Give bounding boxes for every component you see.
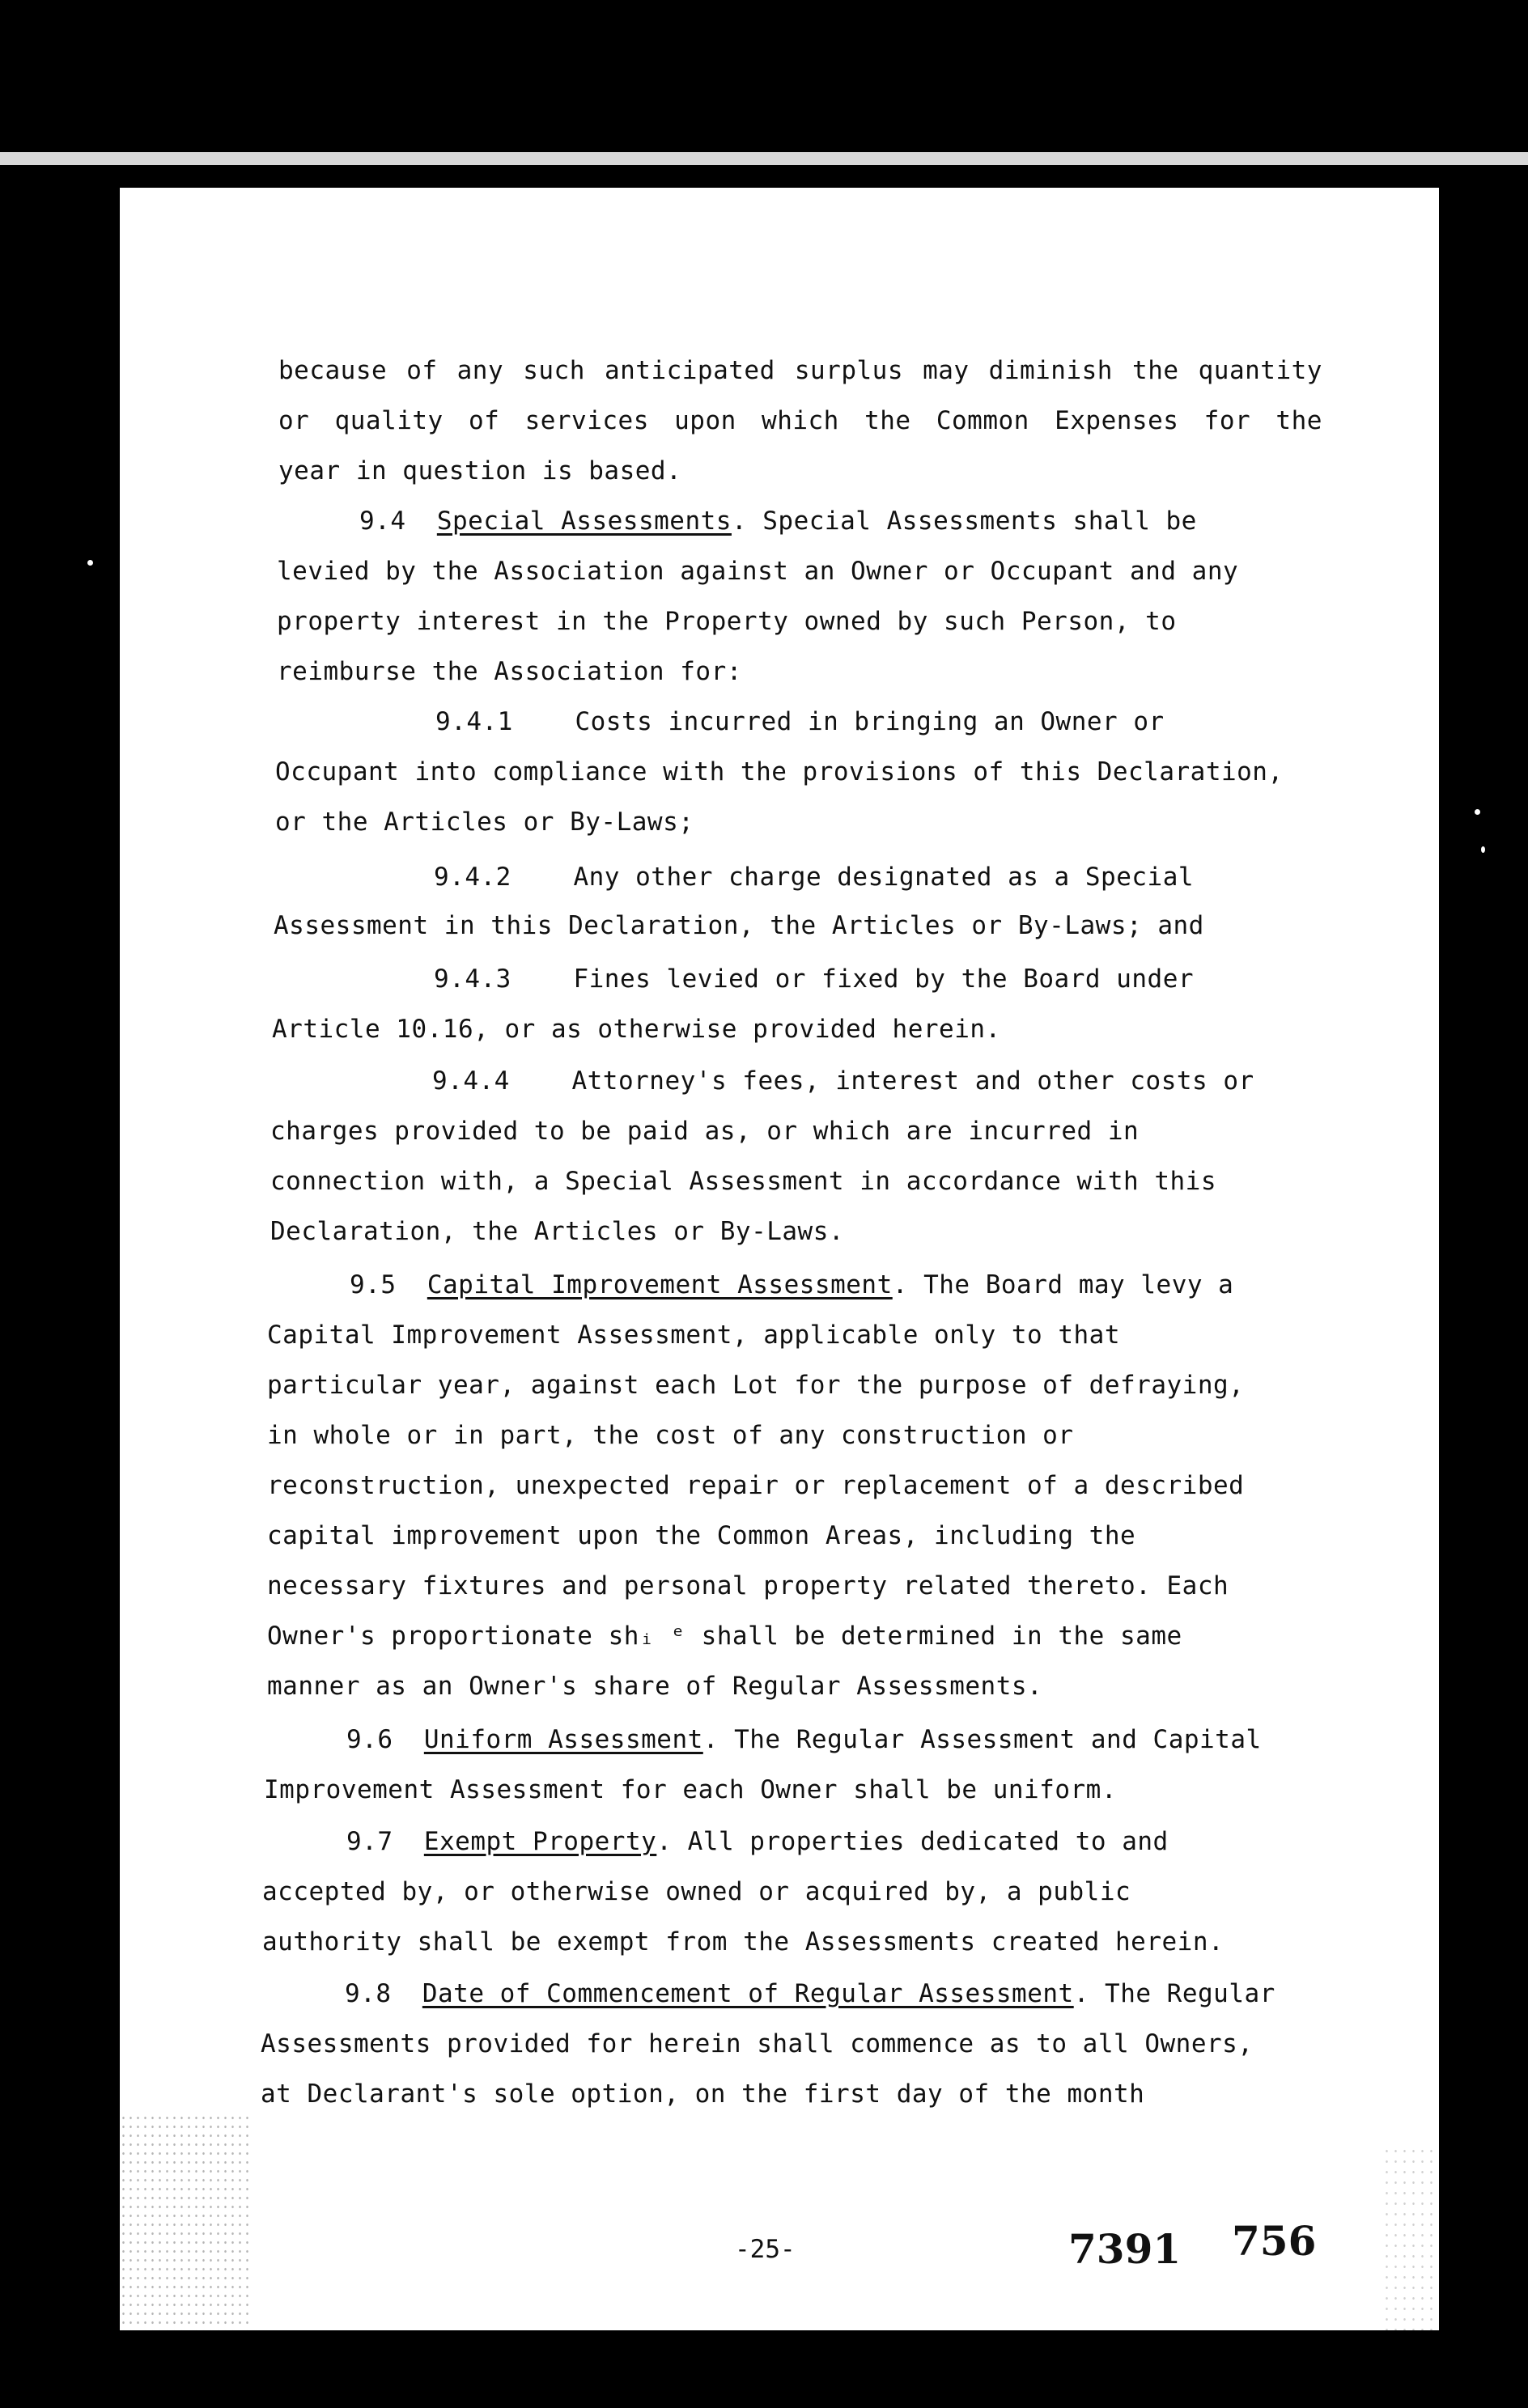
word: quantity — [1198, 356, 1322, 385]
recording-book-number: 7391 — [1068, 2225, 1182, 2273]
section-text: . The Regular — [1073, 1979, 1275, 2008]
section-number: 9.8 — [345, 1979, 392, 2008]
section-9-4-line: levied by the Association against an Owner or Occupant and any — [277, 557, 1239, 586]
intro-line-1 — [278, 354, 1322, 387]
subsection-9-4-4-first-line — [432, 1065, 1254, 1097]
section-text: . Special Assessments shall be — [731, 507, 1197, 536]
section-heading: Date of Commencement of Regular Assessment — [422, 1979, 1074, 2008]
subsection-9-4-4-line: charges provided to be paid as, or which are incurred in — [270, 1117, 1140, 1146]
section-number: 9.6 — [346, 1725, 393, 1754]
word: any — [456, 356, 504, 385]
subsection-9-4-3-line: Article 10.16, or as otherwise provided herein. — [272, 1015, 1001, 1044]
word: anticipated — [604, 356, 775, 385]
section-9-4-line: property interest in the Property owned by such Person, to — [277, 607, 1177, 636]
section-9-5-line: necessary fixtures and personal property related thereto. Each — [267, 1571, 1229, 1600]
section-text: . The Regular Assessment and Capital — [702, 1725, 1262, 1754]
section-9-5-line: Capital Improvement Assessment, applicable only to that — [267, 1321, 1120, 1350]
section-9-7-line: accepted by, or otherwise owned or acquired by, a public — [262, 1877, 1131, 1906]
section-9-5-heading-line — [350, 1269, 1233, 1301]
subsection-9-4-1-first-line — [435, 706, 1165, 738]
subsection-9-4-4-line: connection with, a Special Assessment in accordance with this — [270, 1167, 1216, 1196]
section-9-5-line: capital improvement upon the Common Areas, including the — [267, 1521, 1136, 1550]
word: Common — [936, 406, 1029, 435]
section-number: 9.4 — [359, 507, 406, 536]
recording-page-number: 756 — [1232, 2217, 1317, 2265]
subsection-9-4-2-line: Assessment in this Declaration, the Articles or By-Laws; and — [274, 911, 1204, 940]
subsection-number: 9.4.1 — [435, 707, 513, 736]
subsection-9-4-2-first-line — [434, 861, 1194, 893]
subsection-number: 9.4.3 — [434, 964, 511, 994]
word: such — [523, 356, 585, 385]
subsection-9-4-3-first-line — [434, 963, 1194, 995]
section-heading: Special Assessments — [436, 507, 732, 536]
word: quality — [334, 406, 444, 435]
section-number: 9.5 — [350, 1270, 397, 1299]
word: or — [278, 406, 310, 435]
section-9-5-line: reconstruction, unexpected repair or replacement of a described — [267, 1471, 1245, 1500]
section-heading: Exempt Property — [423, 1827, 657, 1856]
section-number: 9.7 — [346, 1827, 393, 1856]
section-9-6-line: Improvement Assessment for each Owner shall be uniform. — [264, 1775, 1117, 1804]
scan-speck — [1481, 846, 1485, 853]
word: Expenses — [1055, 406, 1179, 435]
word: because — [278, 356, 388, 385]
section-9-4-line: reimburse the Association for: — [277, 657, 742, 686]
scan-noise — [120, 2113, 249, 2330]
document-page — [120, 188, 1439, 2330]
section-9-5-line: particular year, against each Lot for the purpose of defraying, — [267, 1371, 1245, 1400]
subsection-9-4-1-line: or the Articles or By-Laws; — [275, 808, 694, 837]
word: upon — [674, 406, 736, 435]
word: surplus — [794, 356, 903, 385]
word: the — [1132, 356, 1179, 385]
section-9-5-line: manner as an Owner's share of Regular Assessments. — [267, 1672, 1043, 1701]
page-number: -25- — [735, 2235, 796, 2264]
word: services — [524, 406, 649, 435]
subsection-text: Fines levied or fixed by the Board under — [573, 964, 1195, 994]
word: of — [406, 356, 438, 385]
scan-speck — [1475, 809, 1480, 815]
subsection-text: Any other charge designated as a Special — [573, 863, 1195, 892]
intro-line-2 — [278, 405, 1322, 437]
section-heading: Uniform Assessment — [423, 1725, 703, 1754]
section-9-8-line: Assessments provided for herein shall commence as to all Owners, — [261, 2029, 1254, 2058]
subsection-text: Attorney's fees, interest and other costs or — [571, 1066, 1254, 1096]
section-9-4-heading-line — [359, 505, 1197, 537]
scan-speck — [87, 560, 93, 566]
scan-noise — [1382, 2146, 1439, 2330]
section-heading: Capital Improvement Assessment — [427, 1270, 893, 1299]
subsection-number: 9.4.4 — [432, 1066, 510, 1096]
section-text: . All properties dedicated to and — [656, 1827, 1169, 1856]
word: of — [468, 406, 500, 435]
subsection-text: Costs incurred in bringing an Owner or — [575, 707, 1165, 736]
scan-top-border — [0, 0, 1528, 154]
subsection-9-4-4-line: Declaration, the Articles or By-Laws. — [270, 1217, 845, 1246]
section-9-8-heading-line — [345, 1978, 1275, 2010]
section-9-8-line: at Declarant's sole option, on the first day of the month — [261, 2079, 1145, 2109]
word: diminish — [988, 356, 1113, 385]
section-text: . The Board may levy a — [892, 1270, 1234, 1299]
section-9-7-line: authority shall be exempt from the Assessments created herein. — [262, 1927, 1225, 1956]
subsection-number: 9.4.2 — [434, 863, 511, 892]
section-9-5-line: Owner's proportionate shᵢ ᵉ shall be determined in the same — [267, 1622, 1182, 1651]
word: for — [1203, 406, 1251, 435]
scan-top-edge — [0, 152, 1528, 165]
section-9-5-line: in whole or in part, the cost of any construction or — [267, 1421, 1074, 1450]
section-9-7-heading-line — [346, 1825, 1169, 1858]
word: may — [923, 356, 970, 385]
subsection-9-4-1-line: Occupant into compliance with the provisions of this Declaration, — [275, 757, 1284, 786]
word: which — [762, 406, 839, 435]
section-9-6-heading-line — [346, 1723, 1262, 1756]
intro-line-3: year in question is based. — [278, 456, 682, 485]
word: the — [864, 406, 911, 435]
word: the — [1275, 406, 1322, 435]
